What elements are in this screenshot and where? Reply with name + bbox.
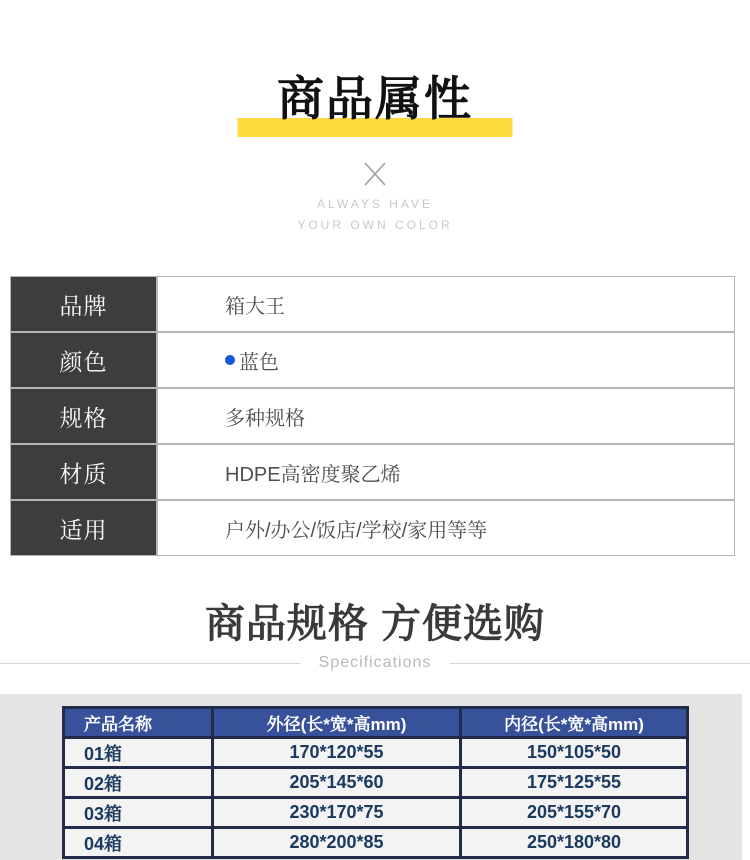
spec-cell: 250*180*80: [462, 829, 686, 856]
spec-cell: 03箱: [65, 799, 211, 826]
spec-cell: 01箱: [65, 739, 211, 766]
spec-cell: 280*200*85: [214, 829, 459, 856]
x-decoration-icon: [0, 162, 750, 186]
spec-header-name: 产品名称: [65, 709, 211, 736]
attr-value-spec: 多种规格: [158, 389, 734, 443]
spec-cell: 175*125*55: [462, 769, 686, 796]
spec-cell: 230*170*75: [214, 799, 459, 826]
page-title-text: 商品属性: [277, 72, 473, 125]
slogan: [0, 194, 750, 236]
spec-header-inner: 内径(长*宽*高mm): [462, 709, 686, 736]
specifications-subtitle: Specifications: [301, 654, 450, 672]
attr-value-material: HDPE高密度聚乙烯: [158, 445, 734, 499]
specifications-title: 商品规格 方便选购: [204, 602, 546, 647]
attr-label-material: 材质: [11, 445, 156, 499]
spec-cell: 150*105*50: [462, 739, 686, 766]
attr-value-usage: 户外/办公/饭店/学校/家用等等: [158, 501, 734, 555]
spec-cell: 170*120*55: [214, 739, 459, 766]
slogan-line-1: ALWAYS HAVE: [317, 197, 433, 212]
spec-cell: 205*145*60: [214, 769, 459, 796]
spec-table-background: [0, 694, 742, 860]
spec-header-outer: 外径(长*宽*高mm): [214, 709, 459, 736]
slogan-line-2: YOUR OWN COLOR: [297, 218, 453, 233]
specifications-divider: [0, 654, 750, 672]
spec-cell: 02箱: [65, 769, 211, 796]
spec-table: [62, 706, 689, 859]
attributes-section-header: [0, 0, 750, 126]
blue-dot-icon: [225, 355, 235, 365]
attr-label-color: 颜色: [11, 333, 156, 387]
attr-label-brand: 品牌: [11, 277, 156, 331]
attr-value-color: 蓝色: [158, 333, 734, 387]
spec-cell: 205*155*70: [462, 799, 686, 826]
attr-label-spec: 规格: [11, 389, 156, 443]
spec-cell: 04箱: [65, 829, 211, 856]
attr-value-brand: 箱大王: [158, 277, 734, 331]
attr-label-usage: 适用: [11, 501, 156, 555]
attributes-table: [10, 276, 735, 556]
page-title: [277, 72, 473, 126]
